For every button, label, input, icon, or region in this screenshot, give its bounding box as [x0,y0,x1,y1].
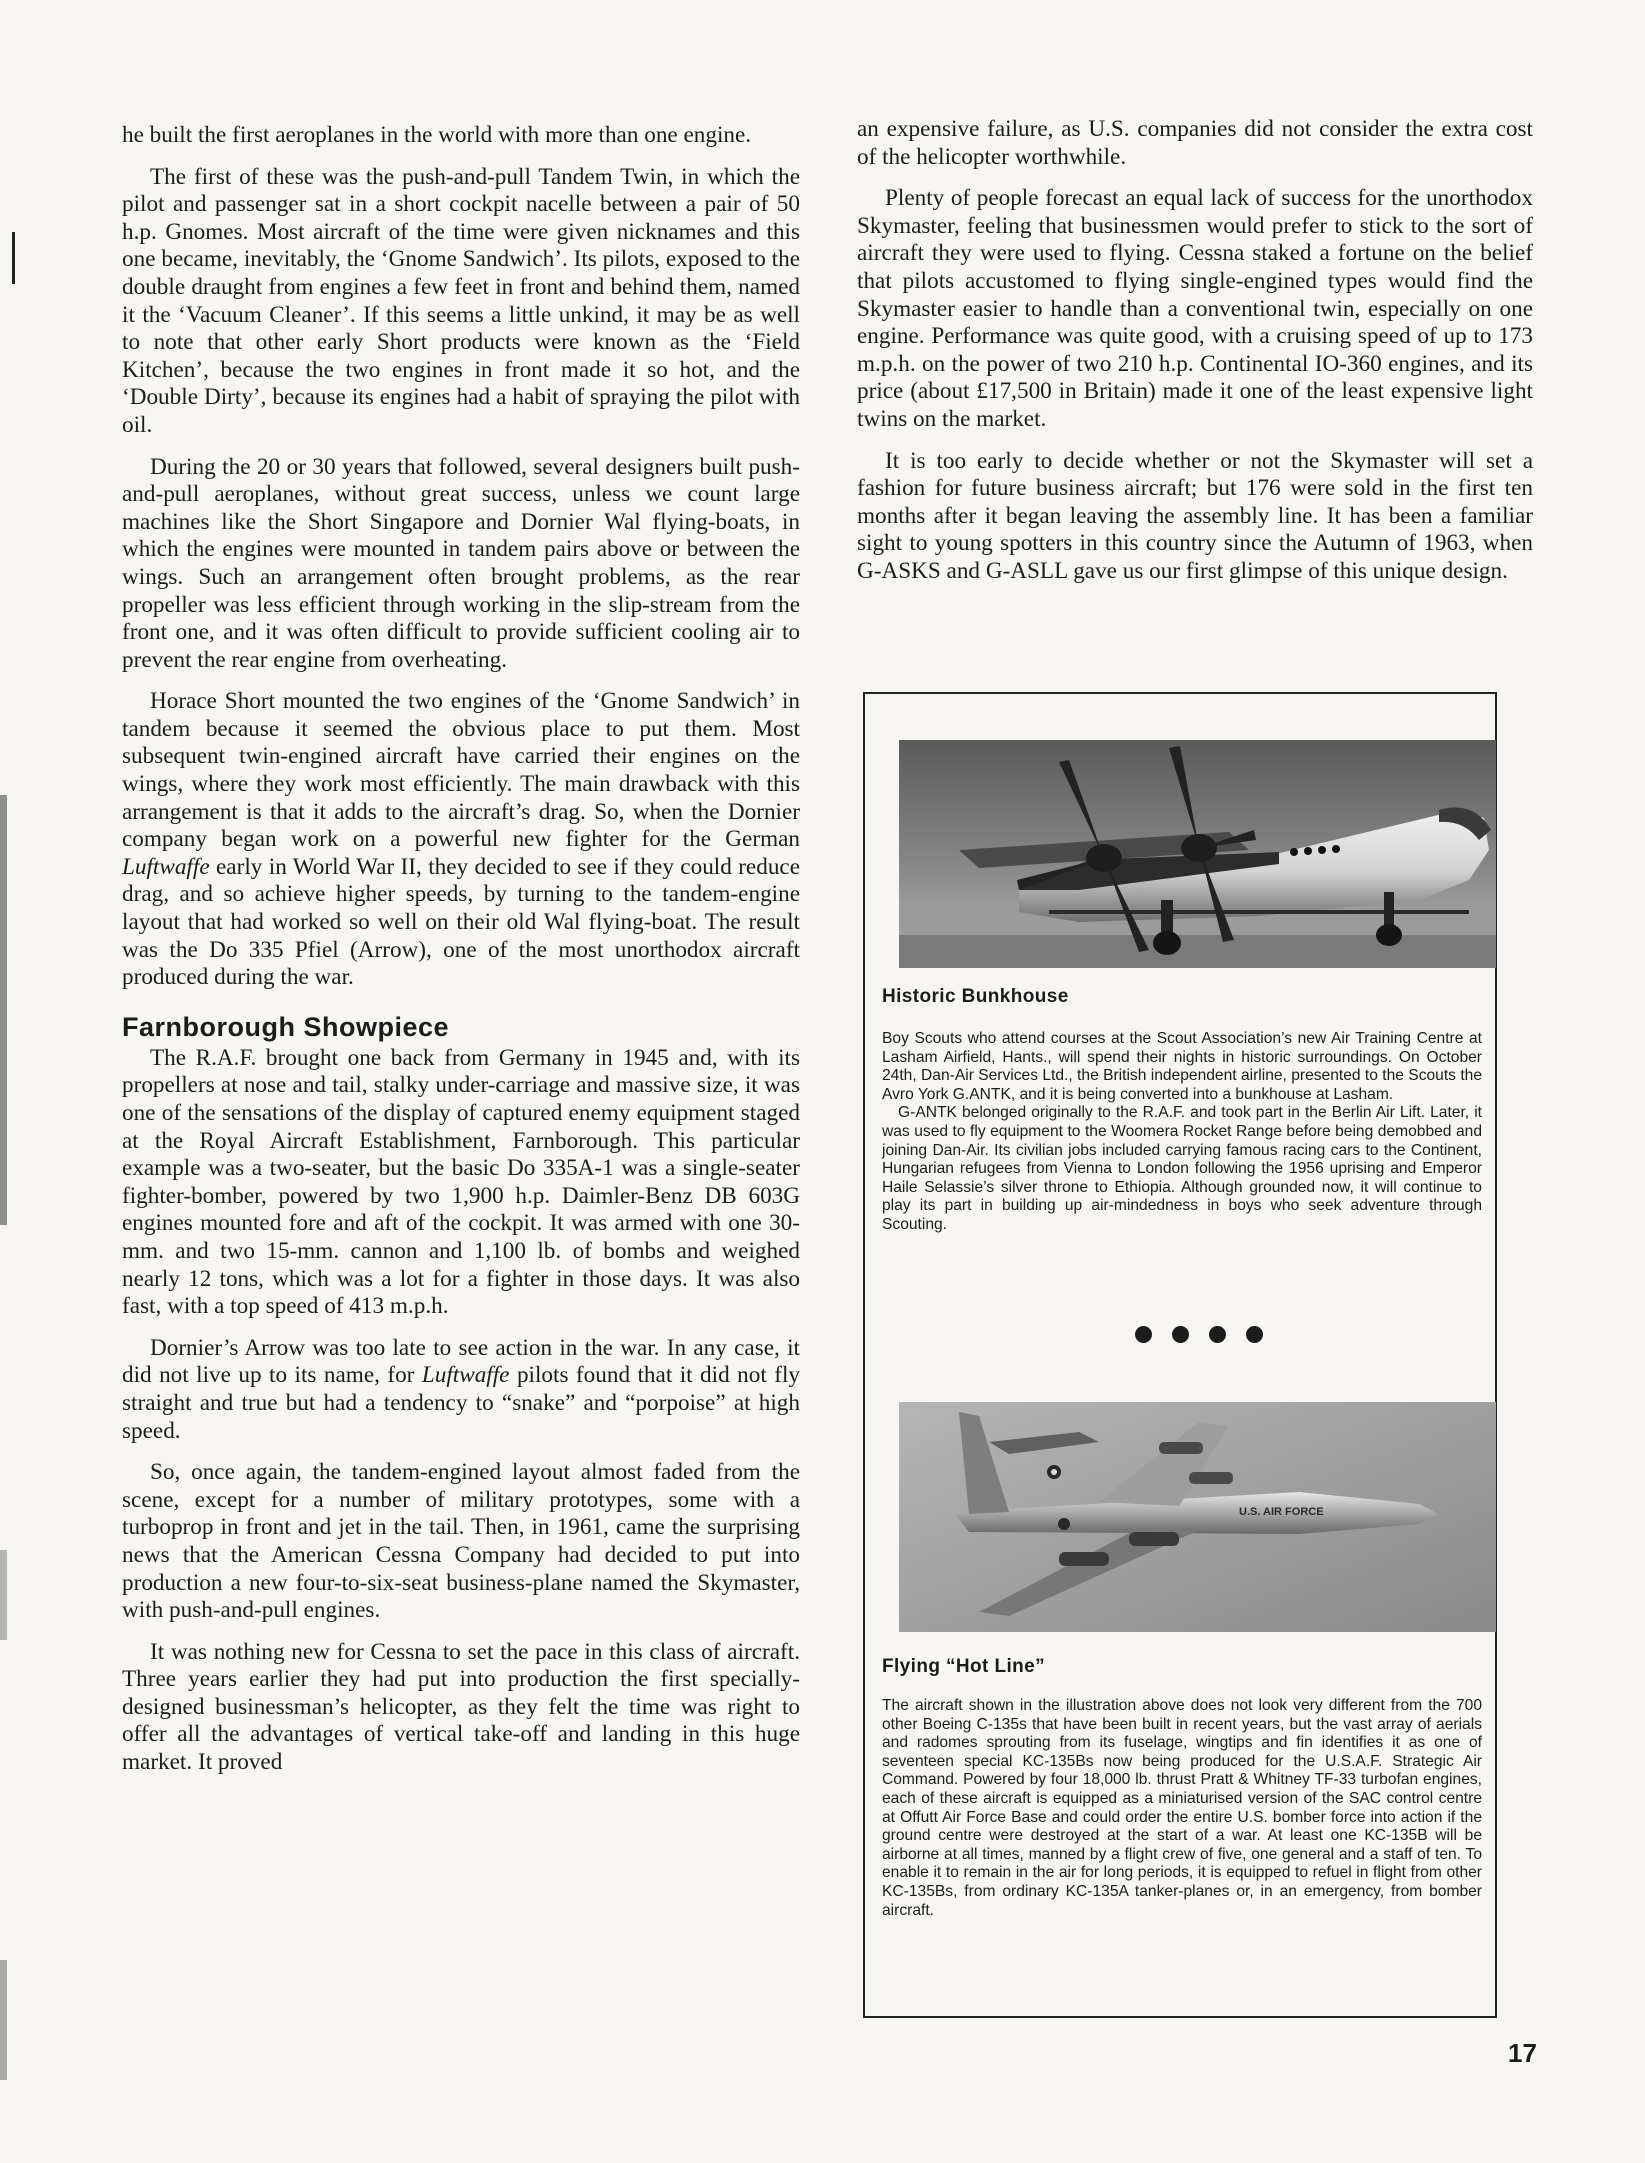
paragraph: The R.A.F. brought one back from Germany in 1945 and, with its propellers at nose and tail, stalky under-carriage and massive size, it was one of the sensations of the display of captured enemy equipment staged at the Royal Aircraft Establishment, Farnborough. This particular example was a two-seater, but the basic Do 335A-1 was a single-seater fighter-bomber, powered by two 1,900 h.p. Daimler-Benz DB 603G engines mounted fore and aft of the cockpit. It was armed with one 30-mm. and two 15-mm. cannon and 1,100 lb. of bombs and weighed nearly 12 tons, which was a lot for a fighter in those days. It was also fast, with a top speed of 413 m.p.h. [122,1044,800,1320]
paragraph: Plenty of people forecast an equal lack of success for the unorthodox Skymaster, feeling that businessmen would prefer to stick to the sort of aircraft they were used to flying. Cessna staked a fortune on the belief that pilots accustomed to flying single-engined types would find the Skymaster easier to handle than a conventional twin, especially on one engine. Performance was quite good, with a cruising speed of up to 173 m.p.h. on the power of two 210 h.p. Continental IO-360 engines, and its price (about £17,500 in Britain) made it one of the least expensive light twins on the market. [857,185,1533,432]
page-number: 17 [1508,2038,1537,2068]
italic-term: Luftwaffe [421,1362,510,1389]
bullet-dot [1172,1326,1189,1343]
caption-text [882,1030,1482,1235]
text-run: early in World War II, they decided to see if they could reduce drag, and so achieve higher speeds, by turning to the tandem-engine layout that had worked so well on their old Wal flying-boat. The result was the Do 335 Pfiel (Arrow), one of the most unorthodox aircraft produced during the war. [122,853,800,991]
text-run: pilots found that it did not fly straight and true but had a tendency to “snake” and “porpoise” at high speed. [122,1362,800,1444]
paragraph: The first of these was the push-and-pull Tandem Twin, in which the pilot and passenger sat in a short cockpit nacelle between a pair of 50 h.p. Gnomes. Most aircraft of the time were given nicknames and this one became, inevitably, the ‘Gnome Sandwich’. Its pilots, exposed to the double draught from engines a few feet in front and behind them, named it the ‘Vacuum Cleaner’. If this seems a little unkind, it may be as well to note that other early Short products were known as the ‘Field Kitchen’, because the two engines in front made it so hot, and the ‘Double Dirty’, because its engines had a habit of spraying the pilot with oil. [122,163,800,438]
left-column [122,122,800,1791]
feature-box [863,692,1497,2018]
bullet-dot [1135,1326,1152,1343]
paragraph: he built the first aeroplanes in the world with more than one engine. [122,122,752,148]
binding-edge-mark [12,232,15,284]
paragraph: It is too early to decide whether or not the Skymaster will set a fashion for future business aircraft; but 176 were sold in the first ten months after it began leaving the assembly line. It has been a familiar sight to young spotters in this country since the Autumn of 1963, when G-ASKS and G-ASLL gave us our first glimpse of this unique design. [857,447,1533,584]
text-run: Dornier’s Arrow was too late to see action in the war. In any case, it did not live up to its name, for [122,1334,800,1389]
photo-kc135b [899,1402,1496,1632]
paragraph [122,1335,800,1445]
section-heading: Farnborough Showpiece [122,1011,450,1042]
plane-marking-text: U.S. AIR FORCE [1239,1506,1324,1518]
caption-title: Flying “Hot Line” [882,1656,1046,1677]
binding-edge-mark [0,1550,7,1640]
bullet-dot [1209,1326,1226,1343]
paragraph: It was nothing new for Cessna to set the pace in this class of aircraft. Three years earlier they had put into production the first specially-designed businessman’s helicopter, as they felt the time was right to offer all the advantages of vertical take-off and landing in this huge market. It proved [122,1638,800,1776]
paragraph: So, once again, the tandem-engined layout almost faded from the scene, except for a number of military prototypes, some with a turboprop in front and jet in the tail. Then, in 1961, came the surprising news that the American Cessna Company had decided to put into production a new four-to-six-seat business-plane named the Skymaster, with push-and-pull engines. [122,1459,800,1624]
section-divider-dots [1135,1326,1263,1343]
avro-york-illustration [899,740,1496,968]
right-column [857,116,1533,600]
binding-edge-mark [0,1960,7,2080]
caption-paragraph: The aircraft shown in the illustration above does not look very different from the 700 other Boeing C-135s that have been built in recent years, but the vast array of aerials and radomes sprouting from its fuselage, wingtips and fin identifies it as one of seventeen special KC-135Bs now being produced for the U.S.A.F. Strategic Air Command. Powered by four 18,000 lb. thrust Pratt & Whitney TF-33 turbofan engines, each of these aircraft is equipped as a miniaturised version of the SAC control centre at Offutt Air Force Base and could order the entire U.S. bomber force into action if the ground centre were destroyed at the start of a war. At least one KC-135B will be airborne at all times, manned by a flight crew of five, one general and a staff of ten. To enable it to remain in the air for long periods, it is equipped to refuel in flight from other KC-135Bs, from ordinary KC-135A tanker-planes or, in an emergency, from bomber aircraft. [882,1697,1482,1919]
photo-avro-york [899,740,1496,968]
caption-paragraph: G-ANTK belonged originally to the R.A.F. and took part in the Berlin Air Lift. Later, it was used to fly equipment to the Woomera Rocket Range before being demobbed and joining Dan-Air. Its civilian jobs included carrying famous racing cars to the Continent, Hungarian refugees from Vienna to London following the 1956 uprising and Emperor Haile Selassie’s silver throne to Ethiopia. Although grounded now, it will continue to play its part in building up air-mindedness in boys who seek adventure through Scouting. [882,1104,1482,1233]
caption-title: Historic Bunkhouse [882,986,1069,1007]
caption-paragraph: Boy Scouts who attend courses at the Scout Association’s new Air Training Centre at Lasham Airfield, Hants., will spend their nights in historic surroundings. On October 24th, Dan-Air Services Ltd., the British independent airline, presented to the Scouts the Avro York G.ANTK, and it is being converted into a bunkhouse at Lasham. [882,1030,1482,1103]
kc135b-illustration [899,1402,1496,1632]
bullet-dot [1246,1326,1263,1343]
binding-edge-mark [0,795,7,1225]
paragraph: an expensive failure, as U.S. companies did not consider the extra cost of the helicopter worthwhile. [857,116,1533,170]
italic-term: Luftwaffe [122,853,210,880]
paragraph [122,688,800,992]
paragraph: During the 20 or 30 years that followed, several designers built push-and-pull aeroplanes, without great success, unless we count large machines like the Short Singapore and Dornier Wal flying-boats, in which the engines were mounted in tandem pairs above or between the wings. Such an arrangement often brought problems, as the rear propeller was less efficient through working in the slip-stream from the front one, and it was often difficult to provide sufficient cooling air to prevent the rear engine from overheating. [122,453,800,673]
text-run: Horace Short mounted the two engines of the ‘Gnome Sandwich’ in tandem because it seemed the obvious place to put them. Most subsequent twin-engined aircraft have carried their engines on the wings, where they work most efficiently. The main drawback with this arrangement is that it adds to the aircraft’s drag. So, when the Dornier company began work on a powerful new fighter for the German [122,688,800,853]
caption-text [882,1697,1482,1920]
